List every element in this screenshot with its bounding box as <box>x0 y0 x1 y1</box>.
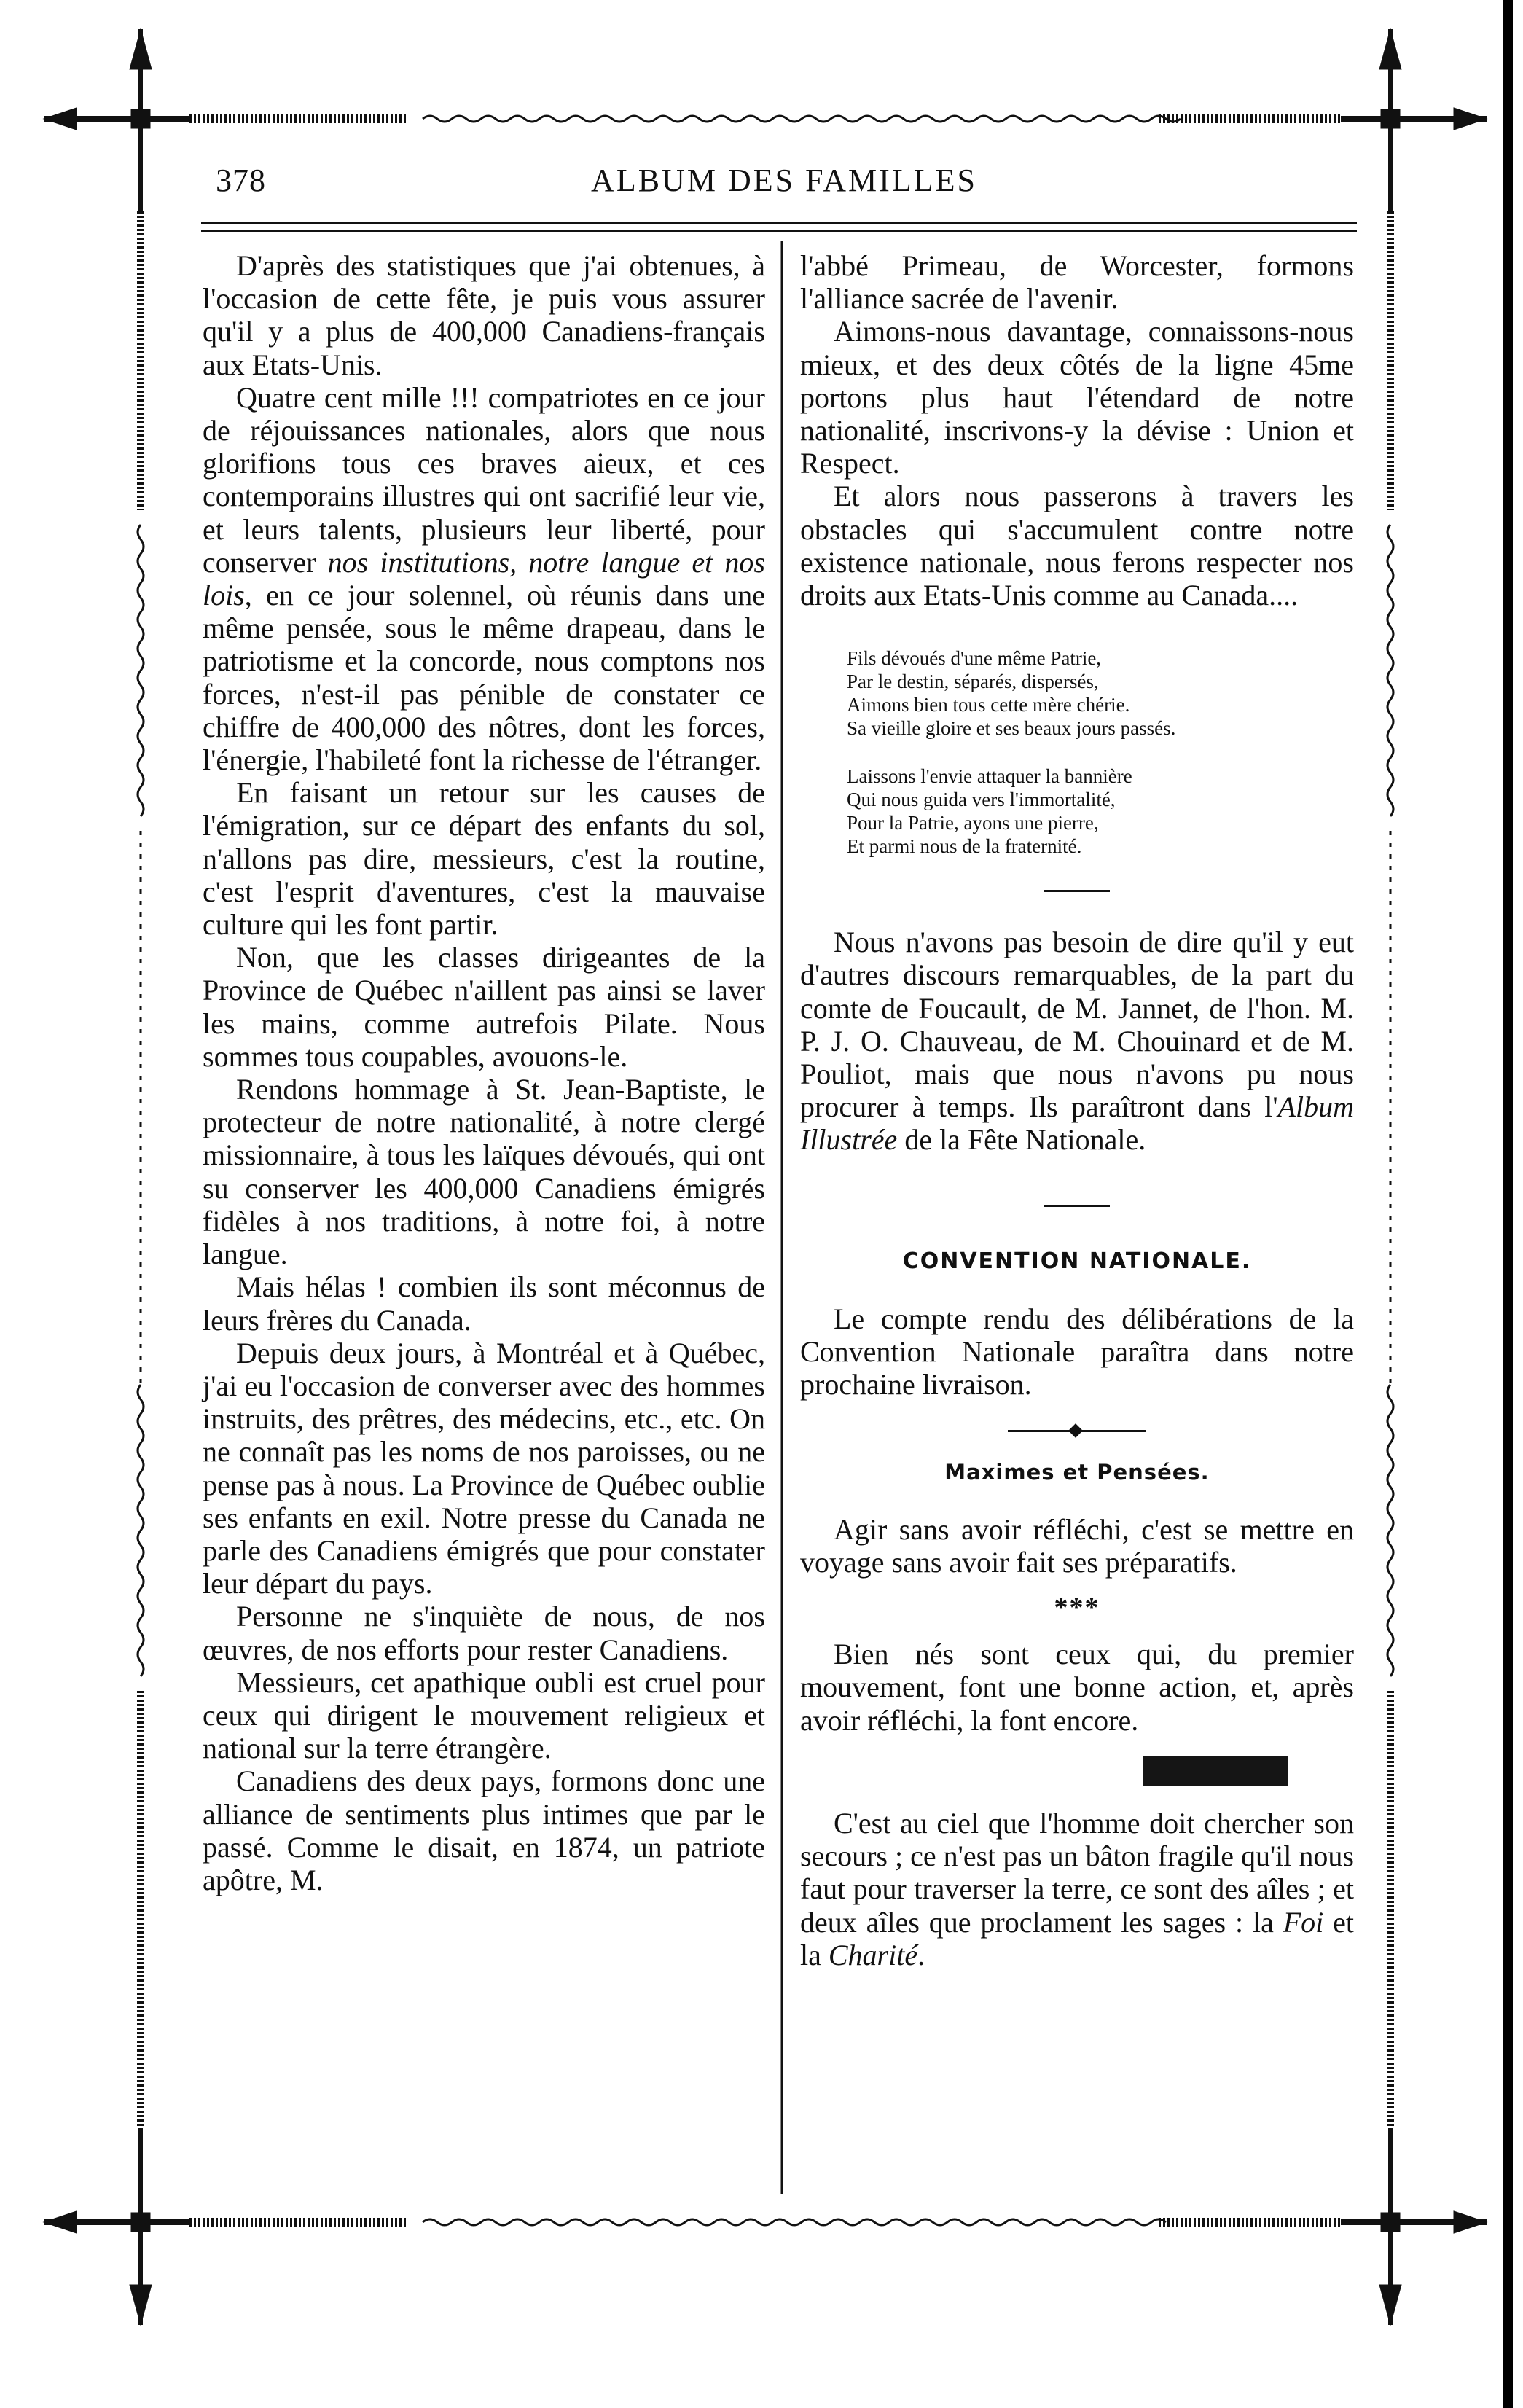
top-border-rule <box>189 116 1341 122</box>
paragraph: Messieurs, cet apathique oubli est cruel pour ceux qui dirigent le mouvement religieux et national sur la terre étrangère. <box>203 1665 765 1765</box>
paragraph: Nous n'avons pas besoin de dire qu'il y eut d'autres discours remarquables, de la part du comte de Foucault, de M. Jannet, de l'hon. M. P. J. O. Chauveau, de M. Chouinard et de M. Pouliot, mais que nous n'avons pu nous procurer à temps. Ils paraîtront dans l'Album Illustrée de la Fête Nationale. <box>800 926 1354 1157</box>
poem-line: Laissons l'envie attaquer la bannière <box>847 765 1132 788</box>
corner-cross-icon <box>44 29 189 211</box>
paragraph-continuation: l'abbé Primeau, de Worcester, formons l'alliance sacrée de l'avenir. <box>800 249 1354 316</box>
corner-cross-icon <box>1341 29 1487 211</box>
maxim: Bien nés sont ceux qui, du premier mouvement, font une bonne action, et, après avoir réfléchi, la font encore. <box>800 1638 1354 1737</box>
left-column <box>203 249 765 1896</box>
paragraph: Depuis deux jours, à Montréal et à Québec, j'ai eu l'occasion de converser avec des hommes instruits, des prêtres, des médecins, etc., etc. On ne connaît pas les noms de nos paroisses, ou ne pense pas à nous. La Province de Québec oublie ses enfants en exil. Notre presse du Canada ne parle des Canadiens émigrés que pour constater leur départ du pays. <box>203 1336 765 1600</box>
corner-cross-icon <box>1341 2128 1487 2325</box>
ink-smudge <box>800 1751 1354 1792</box>
maxim: C'est au ciel que l'homme doit chercher son secours ; ce n'est pas un bâton fragile qu'il nous faut pour traverser la terre, ce sont des aîles ; et deux aîles que proclament les sages : la Foi et la Charité. <box>800 1806 1354 1971</box>
right-border-rule <box>1387 211 1393 2128</box>
diamond-rule-icon <box>1008 1426 1146 1436</box>
section-heading: CONVENTION NATIONALE. <box>902 1248 1252 1274</box>
italic-phrase: nos institutions, notre langue et nos lois <box>203 545 765 612</box>
poem-line: Pour la Patrie, ayons une pierre, <box>847 812 1099 834</box>
bottom-border-rule <box>189 2219 1341 2225</box>
page-number: 378 <box>216 163 266 198</box>
poem-line: Fils dévoués d'une même Patrie, <box>847 647 1102 670</box>
poem-stanza <box>847 646 1354 740</box>
maxim: Agir sans avoir réfléchi, c'est se mettre en voyage sans avoir fait ses préparatifs. <box>800 1512 1354 1579</box>
running-header <box>216 162 1352 213</box>
paragraph: En faisant un retour sur les causes de l'émigration, sur ce départ des enfants du sol, n'allons pas dire, messieurs, c'est la routine, c'est l'esprit d'aventures, c'est la mauvaise culture qui les font partir. <box>203 776 765 942</box>
poem <box>847 646 1354 858</box>
poem-line: Aimons bien tous cette mère chérie. <box>847 694 1130 716</box>
paragraph: Quatre cent mille !!! compatriotes en ce jour de réjouissances nationales, alors que nous glorifions tous ces braves aieux, et ces contemporains illustres qui ont sacrifié leur vie, et leurs talents, plusieurs leur liberté, pour conserver nos institutions, notre langue et nos lois, en ce jour solennel, où réunis dans une même pensée, sous le même drapeau, dans le patriotisme et la concorde, nous comptons nos forces, n'est-il pas pénible de constater ce chiffre de 400,000 des nôtres, dont les forces, l'énergie, l'habileté font la richesse de l'étranger. <box>203 380 765 777</box>
paragraph: Non, que les classes dirigeantes de la Province de Québec n'aillent pas ainsi se laver les mains, comme autrefois Pilate. Nous sommes tous coupables, avouons-le. <box>203 941 765 1073</box>
poem-line: Sa vieille gloire et ses beaux jours passés. <box>847 717 1176 740</box>
italic-word: Charité <box>828 1938 918 1971</box>
corner-cross-icon <box>44 2128 189 2325</box>
paragraph: Et alors nous passerons à travers les obstacles qui s'accumulent contre notre existence nationale, nous ferons respecter nos droits aux Etats-Unis comme au Canada.... <box>800 480 1354 612</box>
poem-line: Par le destin, séparés, dispersés, <box>847 671 1099 693</box>
paragraph: Canadiens des deux pays, formons donc une alliance de sentiments plus intimes que par le passé. Comme le disait, en 1874, un patriote apôtre, M. <box>203 1764 765 1896</box>
poem-line: Et parmi nous de la fraternité. <box>847 835 1082 858</box>
right-column <box>800 249 1354 1971</box>
poem-stanza <box>847 765 1354 858</box>
scan-edge <box>1503 0 1513 2408</box>
section-heading: Maximes et Pensées. <box>944 1460 1210 1485</box>
italic-word: Foi <box>1283 1905 1324 1939</box>
asterism: *** <box>1054 1592 1100 1624</box>
paragraph: D'après des statistiques que j'ai obtenues, à l'occasion de cette fête, je puis vous assurer qu'il y a plus de 400,000 Canadiens-français aux Etats-Unis. <box>203 249 765 381</box>
section-separator <box>1044 1205 1110 1207</box>
header-rule <box>201 223 1357 231</box>
section-separator <box>1044 890 1110 892</box>
paragraph: Mais hélas ! combien ils sont méconnus de leurs frères du Canada. <box>203 1270 765 1337</box>
paragraph: Rendons hommage à St. Jean-Baptiste, le protecteur de notre nationalité, à notre clergé missionnaire, à tous les laïques dévoués, qui ont su conserver les 400,000 Canadiens émigrés fidèles à nos traditions, à notre foi, à notre langue. <box>203 1073 765 1271</box>
running-title: ALBUM DES FAMILLES <box>591 163 977 198</box>
left-border-rule <box>138 211 144 2128</box>
poem-line: Qui nous guida vers l'immortalité, <box>847 789 1116 811</box>
paragraph: Aimons-nous davantage, connaissons-nous mieux, et des deux côtés de la ligne 45me portons plus haut l'étendard de notre nationalité, inscrivons-y la dévise : Union et Respect. <box>800 315 1354 480</box>
italic-title: Album Illustrée <box>800 1090 1354 1157</box>
paragraph: Le compte rendu des délibérations de la Convention Nationale paraîtra dans notre prochaine livraison. <box>800 1302 1354 1402</box>
paragraph: Personne ne s'inquiète de nous, de nos œuvres, de nos efforts pour rester Canadiens. <box>203 1600 765 1666</box>
